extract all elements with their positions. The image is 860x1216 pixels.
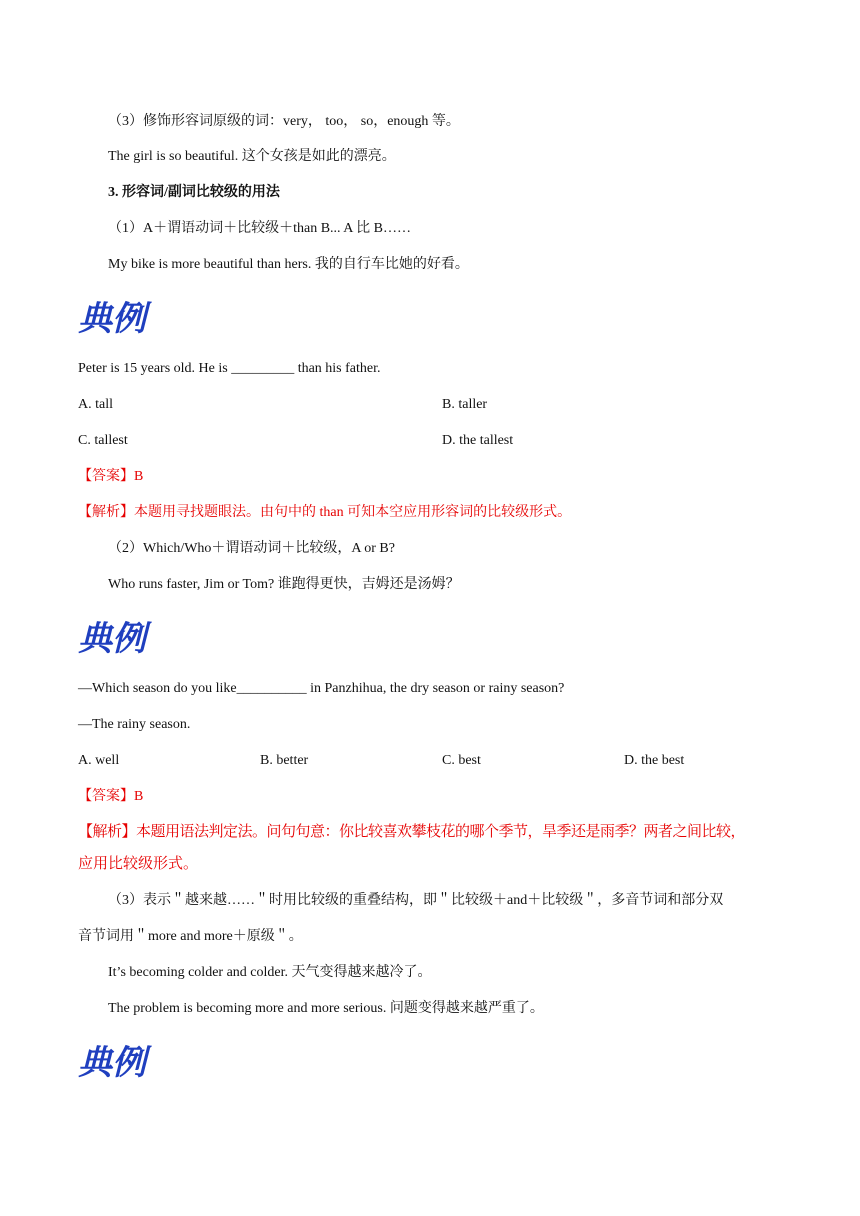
option-b: B. better [260, 753, 309, 768]
explanation: 【解析】本题用寻找题眼法。由句中的 than 可知本空应用形容词的比较级形式。 [78, 505, 572, 520]
question-reply: —The rainy season. [78, 717, 191, 732]
option-d: D. the tallest [442, 433, 514, 448]
option-c: C. tallest [78, 433, 128, 448]
option-a: A. tall [78, 397, 113, 412]
example-sentence: The problem is becoming more and more serious. 问题变得越来越严重了。 [108, 1001, 544, 1016]
grammar-rule-2: （2）Which/Who＋谓语动词＋比较级，A or B? [108, 541, 395, 556]
example-logo-icon [76, 1036, 162, 1086]
explanation-continued: 应用比较级形式。 [78, 854, 199, 872]
grammar-rule-3: （3）表示＂越来越……＂时用比较级的重叠结构，即＂比较级＋and＋比较级＂，多音节词和部分双 [108, 893, 724, 908]
grammar-point-3: （3）修饰形容词原级的词：very， too， so，enough 等。 [108, 114, 460, 129]
example-logo-icon [76, 292, 162, 342]
option-d: D. the best [624, 753, 685, 768]
svg-text:典例: 典例 [78, 1043, 146, 1083]
example-sentence: It’s becoming colder and colder. 天气变得越来越冷了。 [108, 965, 432, 980]
answer-label: 【答案】B [78, 469, 144, 484]
answer-label: 【答案】B [78, 789, 144, 804]
question-stem: —Which season do you like__________ in Panzhihua, the dry season or rainy season? [78, 681, 565, 696]
example-logo-icon [76, 612, 162, 662]
explanation: 【解析】本题用语法判定法。问句句意：你比较喜欢攀枝花的哪个季节，旱季还是雨季？两者之间比较， [78, 822, 746, 840]
svg-text:典例: 典例 [78, 619, 146, 659]
section-heading: 3. 形容词/副词比较级的用法 [108, 185, 280, 200]
svg-text:典例: 典例 [78, 299, 146, 339]
option-b: B. taller [442, 397, 488, 412]
grammar-rule-1: （1）A＋谓语动词＋比较级＋than B... A 比 B…… [108, 221, 411, 236]
grammar-rule-3-continued: 音节词用＂more and more＋原级＂。 [78, 929, 303, 944]
example-sentence: My bike is more beautiful than hers. 我的自行车比她的好看。 [108, 257, 469, 272]
option-a: A. well [78, 753, 120, 768]
option-c: C. best [442, 753, 481, 768]
question-stem: Peter is 15 years old. He is _________ than his father. [78, 361, 381, 376]
example-sentence: Who runs faster, Jim or Tom? 谁跑得更快，吉姆还是汤姆？ [108, 577, 460, 592]
example-sentence: The girl is so beautiful. 这个女孩是如此的漂亮。 [108, 149, 396, 164]
